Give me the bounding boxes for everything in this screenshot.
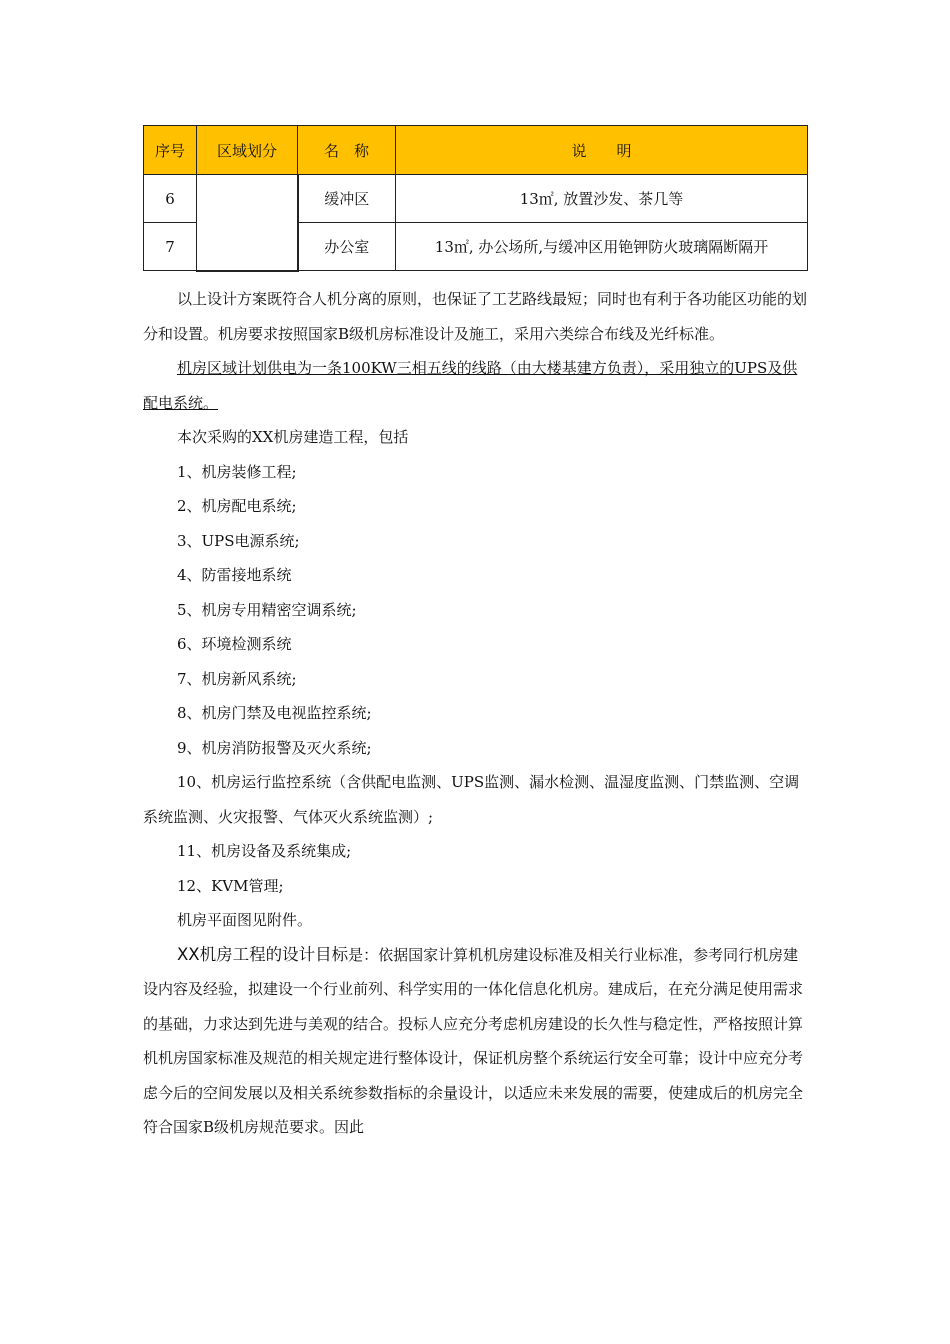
- row-no: 7: [144, 223, 197, 271]
- header-name: 名 称: [298, 126, 396, 175]
- list-item: 10、机房运行监控系统（含供配电监测、UPS监测、漏水检测、温湿度监测、门禁监测、空调系统监测、火灾报警、气体灭火系统监测）;: [143, 773, 800, 826]
- paragraph-goal: [143, 938, 809, 1145]
- row-desc: 13㎡, 办公场所,与缓冲区用铯钾防火玻璃隔断隔开: [396, 223, 808, 271]
- list-item: 5、机房专用精密空调系统;: [177, 600, 357, 619]
- list-item: 9、机房消防报警及灭火系统;: [177, 738, 372, 757]
- row-desc: 13㎡, 放置沙发、茶几等: [396, 175, 808, 223]
- paragraph-principle: 以上设计方案既符合人机分离的原则，也保证了工艺路线最短；同时也有利于各功能区功能的划分和设置。机房要求按照国家B级机房标准设计及施工，采用六类综合布线及光纤标准。: [143, 290, 808, 343]
- goal-heading: XX机房工程的设计目标: [177, 944, 349, 964]
- list-item: 2、机房配电系统;: [177, 497, 297, 515]
- row-name: 办公室: [298, 223, 396, 271]
- paragraph-intro: 本次采购的XX机房建造工程，包括: [177, 428, 409, 446]
- row-name: 缓冲区: [298, 175, 396, 223]
- list-item: 11、机房设备及系统集成;: [177, 842, 352, 860]
- header-desc: 说 明: [396, 126, 808, 175]
- list-item: 8、机房门禁及电视监控系统;: [177, 704, 372, 722]
- paragraph-power: [143, 351, 809, 420]
- zone-cell: [197, 175, 298, 271]
- row-no: 6: [144, 175, 197, 223]
- zone-table: [143, 125, 808, 272]
- header-zone: 区域划分: [197, 126, 298, 175]
- list-item: 1、机房装修工程;: [177, 462, 297, 481]
- list-item: 7、机房新风系统;: [177, 669, 297, 688]
- list-item: 6、环境检测系统: [177, 635, 292, 653]
- power-underlined-text: 机房区域计划供电为一条100KW三相五线的线路（由大楼基建方负责），采用独立的UPS及供配电系统。: [143, 359, 798, 412]
- paragraph-attachment: 机房平面图见附件。: [177, 911, 313, 929]
- list-item: 4、防雷接地系统: [177, 566, 292, 584]
- table-header-row: [144, 126, 808, 175]
- table-row: [144, 175, 808, 223]
- list-item: 3、UPS电源系统;: [177, 531, 300, 550]
- list-item: 12、KVM管理;: [177, 876, 284, 895]
- header-no: 序号: [144, 126, 197, 175]
- body-text: [143, 282, 809, 1145]
- goal-text: 是：依据国家计算机机房建设标准及相关行业标准，参考同行机房建设内容及经验，拟建设一个行业前列、科学实用的一体化信息化机房。建成后，在充分满足使用需求的基础，力求达到先进与美观的结合。投标人应充分考虑机房建设的长久性与稳定性，严格按照计算机机房国家标准及规范的相关规定进行整体设计，保证机房整个系统运行安全可靠；设计中应充分考虑今后的空间发展以及相关系统参数指标的余量设计，以适应未来发展的需要，使建成后的机房完全符合国家B级机房规范要求。因此: [143, 945, 804, 1136]
